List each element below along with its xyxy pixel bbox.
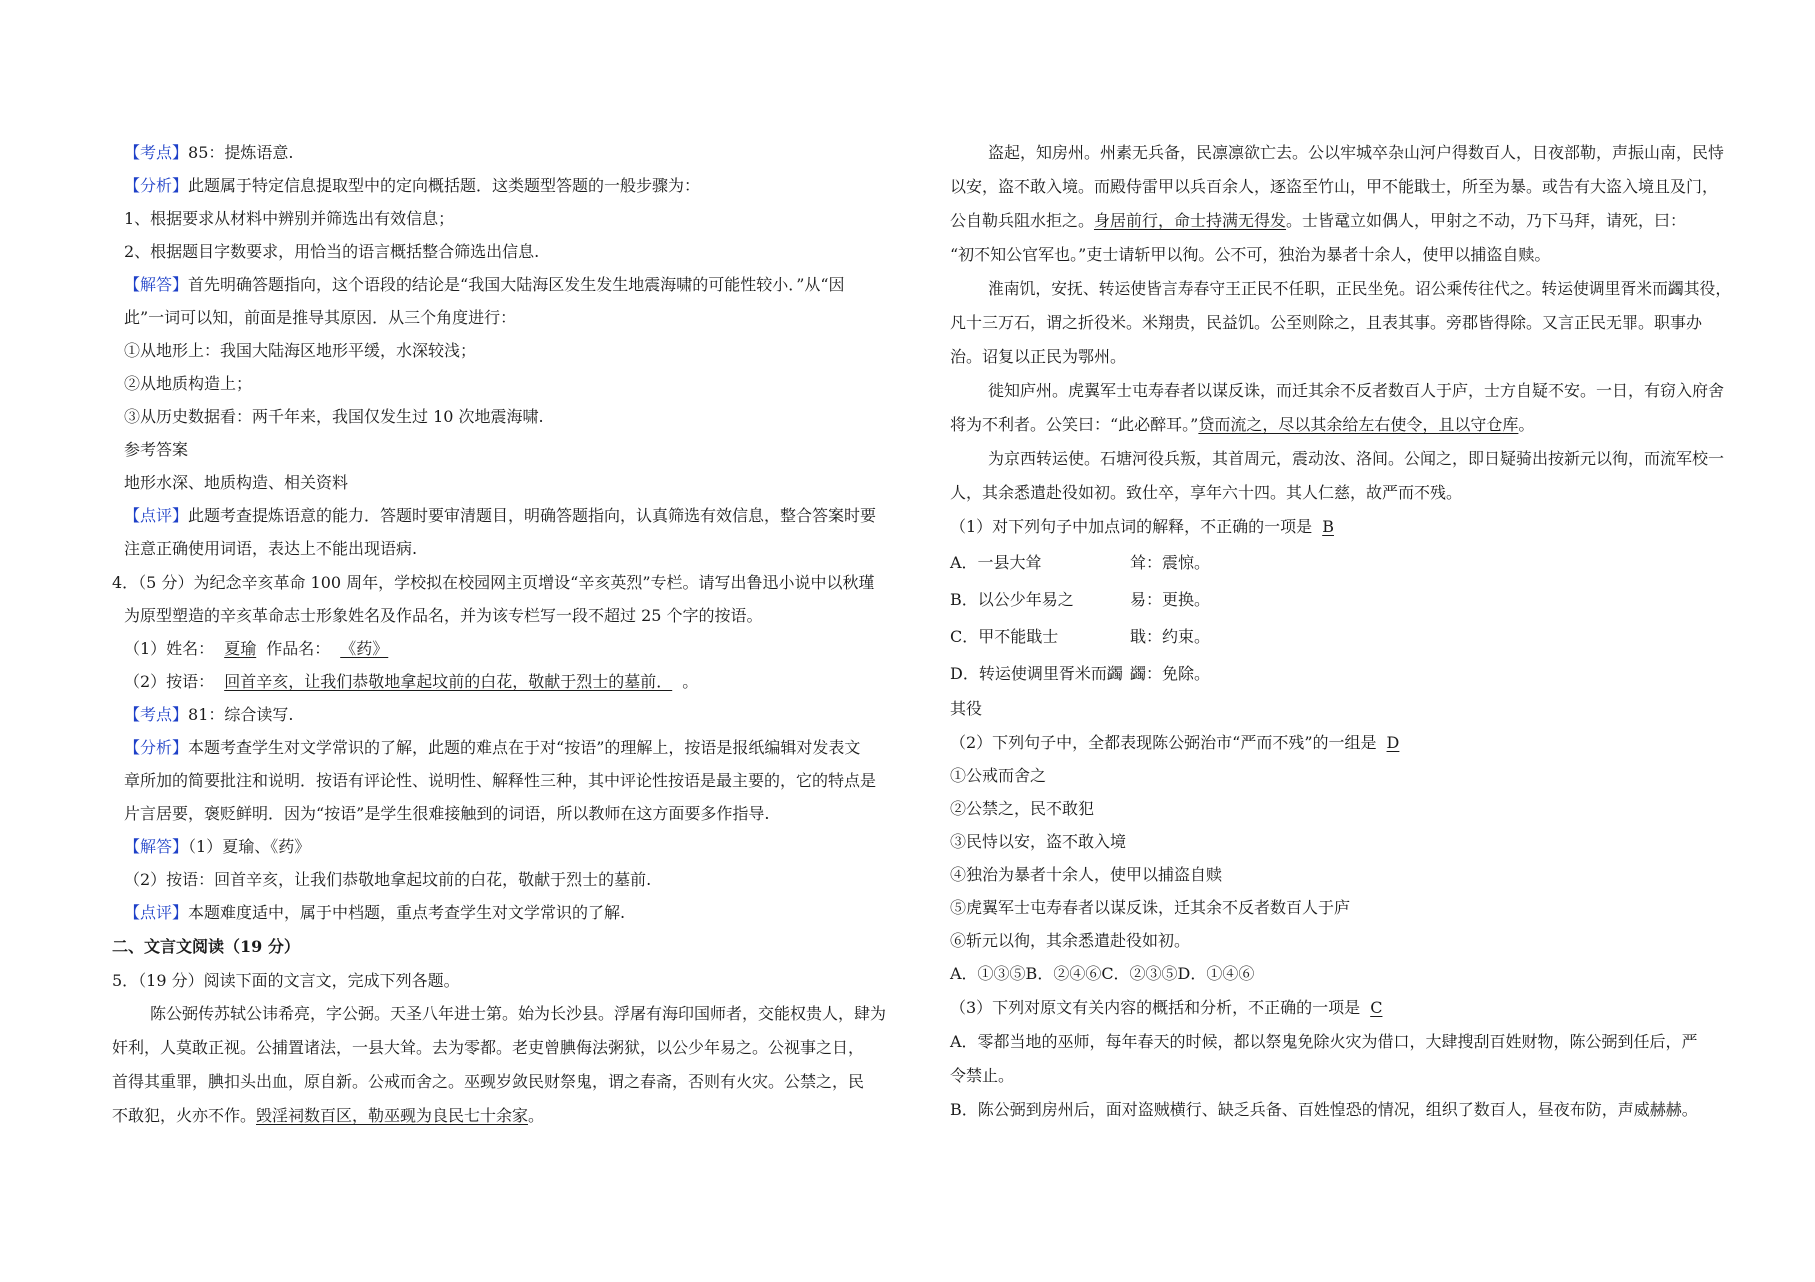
passage-line: 奸利，人莫敢正视。公捕置诸法，一县大耸。去为零都。老吏曾腆侮法粥狱，以公少年易之。公视事之日， <box>112 1038 865 1057</box>
fenxi-text: 本题考查学生对文学常识的了解，此题的难点在于对“按语”的理解上，按语是报纸编辑对发表文 <box>188 738 861 757</box>
passage-line: 为京西转运使。石塘河役兵叛，其首周元，震动汝、洛间。公闻之，即日疑骑出按新元以徇，而流军校一 <box>988 449 1725 468</box>
option-label: D．转运使调里胥米而蠲 <box>950 664 1123 683</box>
answer-options: A．①③⑤B．②④⑥C．②③⑤D．①④⑥ <box>950 964 1255 983</box>
text-line: 1、根据要求从材料中辨别并筛选出有效信息； <box>124 209 455 228</box>
q4-work-answer: 《药》 <box>340 639 389 658</box>
question-4: 4．（5 分）为纪念辛亥革命 100 周年，学校拟在校园网主页增设“辛亥英烈”专栏。请写出鲁迅小说中以秋瑾 <box>112 573 875 592</box>
choice-item: ①公戒而舍之 <box>950 766 1047 785</box>
option-b: B．陈公弼到房州后，面对盗贼横行、缺乏兵备、百姓惶恐的情况，组织了数百人，昼夜布防，声威赫赫。 <box>950 1100 1698 1119</box>
jieda-text: 首先明确答题指向，这个语段的结论是“我国大陆海区发生发生地震海啸的可能性较小．”从“因 <box>188 275 845 294</box>
choice-item: ③民恃以安，盗不敢入境 <box>950 832 1127 851</box>
passage-text: 。 <box>1518 415 1535 434</box>
fenxi-line <box>124 175 700 197</box>
passage-line: 人，其余悉遣赴役如初。致仕卒，享年六十四。其人仁慈，故严而不残。 <box>950 483 1463 502</box>
text-line: 章所加的简要批注和说明．按语有评论性、说明性、解释性三种，其中评论性按语是最主要的，它的特点是 <box>124 771 877 790</box>
fenxi-line <box>124 737 860 759</box>
q4-note-line <box>124 671 698 693</box>
passage-line: 徙知庐州。虎翼军士屯寿春者以谋反诛，而迁其余不反者数百人于庐，士方自疑不安。一日，有窃入府舍 <box>988 381 1725 400</box>
subquestion-2 <box>950 732 1409 754</box>
jieda-text: （1）夏瑜、《药》 <box>188 837 311 856</box>
q4-work-label: 作品名： <box>266 639 331 658</box>
dianping-tag: 【点评】 <box>124 506 189 525</box>
dianping-tag: 【点评】 <box>124 903 189 922</box>
dianping-line <box>124 505 876 527</box>
passage-line: 陈公弼传苏轼公讳希亮，字公弼。天圣八年进士第。始为长沙县。浮屠有海印国师者，交能权贵人，肆为 <box>150 1004 887 1023</box>
text-line: 2、根据题目字数要求，用恰当的语言概括整合筛选出信息. <box>124 242 540 261</box>
text-line: （2）按语：回首辛亥，让我们恭敬地拿起坟前的白花，敬献于烈士的墓前. <box>124 870 652 889</box>
kaodian-line <box>124 142 293 164</box>
option-label: C．甲不能戢士 <box>950 627 1059 646</box>
jieda-line <box>124 836 310 858</box>
passage-line: 以安，盗不敢入境。而殿侍雷甲以兵百余人，逐盗至竹山，甲不能戢士，所至为暴。或告有大盗入境且及门， <box>950 177 1719 196</box>
section-heading: 二、文言文阅读（19 分） <box>112 937 300 956</box>
subquestion-text: （1）对下列句子中加点词的解释，不正确的一项是 <box>950 517 1313 536</box>
text-line: 地形水深、地质构造、相关资料 <box>124 473 349 492</box>
option-c <box>950 626 1350 648</box>
option-b <box>950 589 1350 611</box>
option-label: A．一县大耸 <box>950 553 1042 572</box>
choice-item: ⑥斩元以徇，其余悉遣赴役如初。 <box>950 931 1191 950</box>
passage-line <box>950 210 1686 232</box>
jieda-tag: 【解答】 <box>124 275 189 294</box>
subquestion-answer: D <box>1386 733 1400 752</box>
text-line: ①从地形上：我国大陆海区地形平缓，水深较浅； <box>124 341 477 360</box>
choice-item: ②公禁之，民不敢犯 <box>950 799 1095 818</box>
passage-text: 将为不利者。公笑曰：“此必醉耳。” <box>950 415 1199 434</box>
kaodian-text: 81：综合读写. <box>188 705 294 724</box>
subquestion-text: （2）下列句子中，全都表现陈公弼治市“严而不残”的一组是 <box>950 733 1377 752</box>
dianping-line <box>124 902 625 924</box>
kaodian-tag: 【考点】 <box>124 705 189 724</box>
kaodian-text: 85：提炼语意. <box>188 143 294 162</box>
q4-name-answer: 夏瑜 <box>224 639 257 658</box>
q4-name-label: （1）姓名： <box>124 639 215 658</box>
option-a-continued: 令禁止。 <box>950 1066 1015 1085</box>
q4-note-label: （2）按语： <box>124 672 215 691</box>
choice-item: ⑤虎翼军士屯寿春者以谋反诛，迁其余不反者数百人于庐 <box>950 898 1351 917</box>
option-label: B．以公少年易之 <box>950 590 1074 609</box>
option-d-continued: 其役 <box>950 699 983 718</box>
text-line: 此”一词可以知，前面是推导其原因．从三个角度进行： <box>124 308 517 327</box>
passage-text: 不敢犯，火亦不作。 <box>112 1106 257 1125</box>
passage-line: 盗起，知房州。州素无兵备，民凛凛欲亡去。公以牢城卒杂山河户得数百人，日夜部勒，声振山南，民恃 <box>988 143 1725 162</box>
dianping-text: 此题考查提炼语意的能力．答题时要审清题目，明确答题指向，认真筛选有效信息，整合答案时要 <box>188 506 877 525</box>
passage-text: 。 <box>528 1106 545 1125</box>
passage-line: 治。诏复以正民为鄂州。 <box>950 347 1127 366</box>
jieda-tag: 【解答】 <box>124 837 189 856</box>
text-line: 参考答案 <box>124 440 189 459</box>
subquestion-1 <box>950 516 1344 538</box>
passage-text: 公自勒兵阻水拒之。 <box>950 211 1095 230</box>
kaodian-line <box>124 704 293 726</box>
passage-line <box>112 1105 544 1127</box>
fenxi-tag: 【分析】 <box>124 176 189 195</box>
subquestion-answer: B <box>1322 517 1334 536</box>
option-explanation: 戢：约束。 <box>1130 627 1211 646</box>
q4-name-line <box>124 638 398 660</box>
underlined-sentence: 贷而流之，尽以其余给左右使令，且以守仓库 <box>1198 415 1519 434</box>
passage-line: 首得其重罪，腆扣头出血，原自新。公戒而舍之。巫觋岁敛民财祭鬼，谓之春斋，否则有火灾。公禁之，民 <box>112 1072 865 1091</box>
subquestion-3 <box>950 997 1392 1019</box>
option-d <box>950 663 1350 685</box>
option-a: A．零都当地的巫师，每年春天的时候，都以祭鬼免除火灾为借口，大肆搜刮百姓财物，陈公弼到任后，严 <box>950 1032 1698 1051</box>
option-explanation: 耸：震惊。 <box>1130 553 1211 572</box>
option-a <box>950 552 1350 574</box>
option-explanation: 易：更换。 <box>1130 590 1211 609</box>
subquestion-text: （3）下列对原文有关内容的概括和分析，不正确的一项是 <box>950 998 1361 1017</box>
text-line: ③从历史数据看：两千年来，我国仅发生过 10 次地震海啸. <box>124 407 544 426</box>
text-line: 片言居要，褒贬鲜明．因为“按语”是学生很难接触到的词语，所以教师在这方面要多作指导. <box>124 804 770 823</box>
jieda-line <box>124 274 845 296</box>
fenxi-tag: 【分析】 <box>124 738 189 757</box>
subquestion-answer: C <box>1370 998 1383 1017</box>
text-line: ②从地质构造上； <box>124 374 253 393</box>
text-line: 为原型塑造的辛亥革命志士形象姓名及作品名，并为该专栏写一段不超过 25 个字的按语。 <box>124 606 763 625</box>
q4-note-answer: 回首辛亥，让我们恭敬地拿起坟前的白花，敬献于烈士的墓前． <box>224 672 673 691</box>
underlined-sentence: 身居前行，命士持满无得发 <box>1094 211 1287 230</box>
underlined-sentence: 毁淫祠数百区，勒巫觋为良民七十余家 <box>256 1106 529 1125</box>
option-explanation: 蠲：免除。 <box>1130 664 1211 683</box>
passage-text: 。士皆鼋立如偶人，甲射之不动，乃下马拜，请死，曰： <box>1286 211 1687 230</box>
passage-line <box>950 414 1534 436</box>
kaodian-tag: 【考点】 <box>124 143 189 162</box>
choice-item: ④独治为暴者十余人，使甲以捕盗自赎 <box>950 865 1223 884</box>
dianping-text: 本题难度适中，属于中档题，重点考查学生对文学常识的了解. <box>188 903 626 922</box>
question-5: 5．（19 分）阅读下面的文言文，完成下列各题。 <box>112 971 460 990</box>
passage-line: 凡十三万石，谓之折役米。米翔贵，民益饥。公至则除之，且表其事。旁郡皆得除。又言正民无罪。职事办 <box>950 313 1703 332</box>
passage-line: “初不知公官军也。”吏士请斩甲以徇。公不可，独治为暴者十余人，使甲以捕盗自赎。 <box>950 245 1551 264</box>
q4-note-end: 。 <box>682 672 699 691</box>
text-line: 注意正确使用词语，表达上不能出现语病. <box>124 539 418 558</box>
passage-line: 淮南饥，安抚、转运使皆言寿春守王正民不任职，正民坐免。诏公乘传往代之。转运使调里胥米而蠲其役， <box>988 279 1732 298</box>
fenxi-text: 此题属于特定信息提取型中的定向概括题．这类题型答题的一般步骤为： <box>188 176 701 195</box>
